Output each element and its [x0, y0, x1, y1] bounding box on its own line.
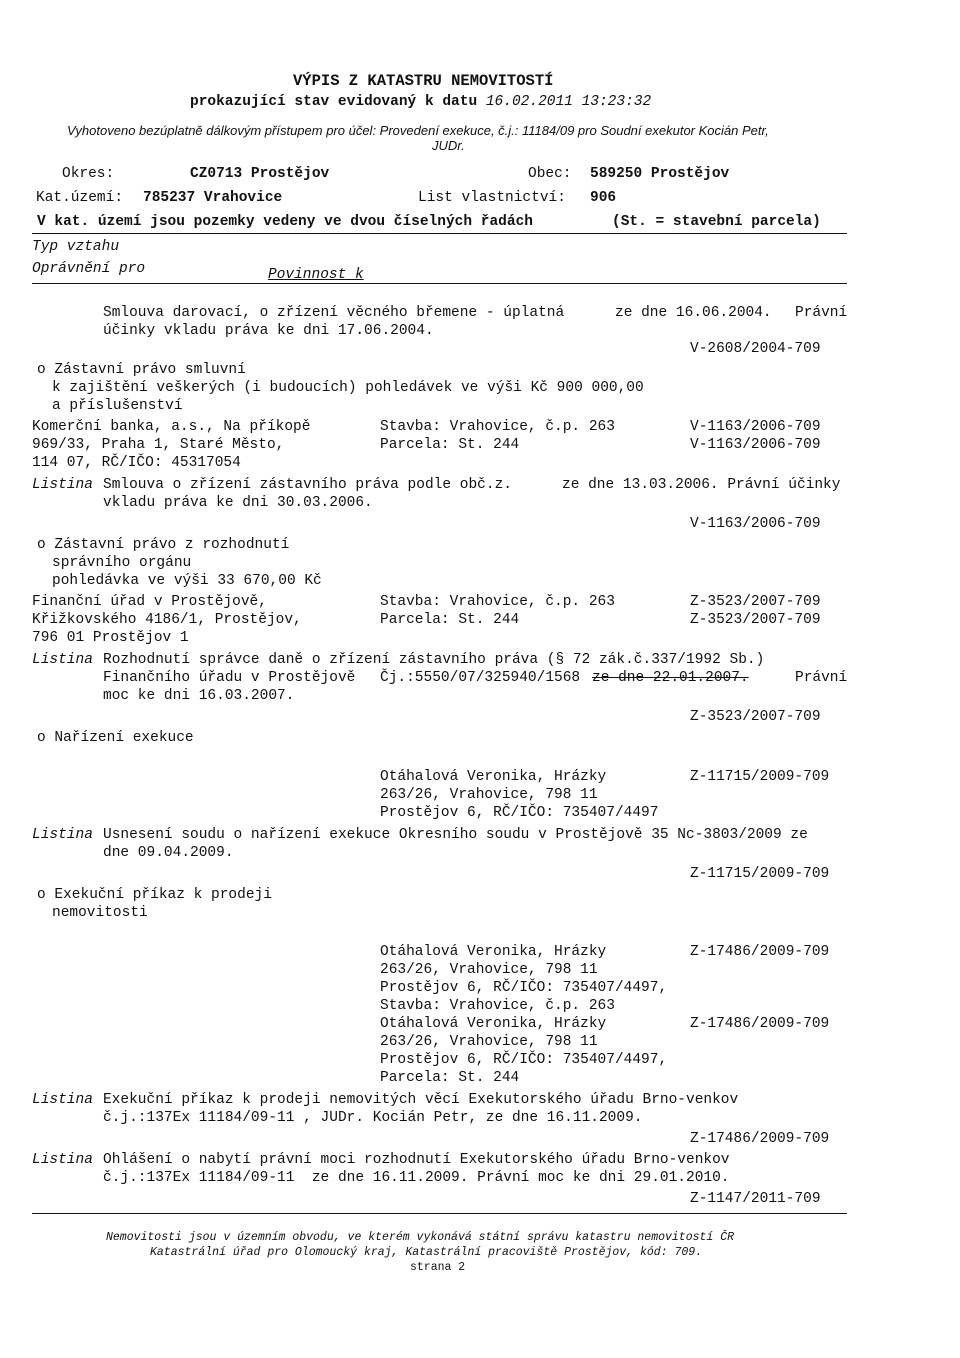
reference-number: V-1163/2006-709	[690, 437, 821, 453]
entry-holder: Komerční banka, a.s., Na příkopě	[32, 419, 311, 435]
smlouva-text: Smlouva darovací, o zřízení věcného břemene - úplatná	[103, 305, 565, 321]
entry-holder: 796 01 Prostějov 1	[32, 630, 189, 646]
entry-description: a příslušenství	[52, 398, 183, 414]
reference-number: Z-3523/2007-709	[690, 594, 821, 610]
entry-object: Parcela: St. 244	[380, 1070, 520, 1086]
entry-person: Otáhalová Veronika, Hrázky	[380, 944, 607, 960]
entry-person: Prostějov 6, RČ/IČO: 735407/4497,	[380, 980, 668, 996]
reference-number: Z-17486/2009-709	[690, 944, 830, 960]
entry-title: o Exekuční příkaz k prodeji	[37, 887, 272, 903]
lv-value: 906	[590, 190, 617, 206]
entry-holder: 969/33, Praha 1, Staré Město,	[32, 437, 285, 453]
reference-number: Z-11715/2009-709	[690, 866, 830, 882]
katuzemi-label: Kat.území:	[36, 190, 124, 206]
entry-person: 263/26, Vrahovice, 798 11	[380, 1034, 598, 1050]
entry-object: Parcela: St. 244	[380, 437, 520, 453]
reference-number: V-1163/2006-709	[690, 516, 821, 532]
listina-text: č.j.:137Ex 11184/09-11 ze dne 16.11.2009. Právní moc ke dni 29.01.2010.	[103, 1170, 730, 1186]
entry-object: Parcela: St. 244	[380, 612, 520, 628]
povinnost-heading: Povinnost k	[268, 267, 364, 283]
listina-text: Ohlášení o nabytí právní moci rozhodnutí Exekutorského úřadu Brno-venkov	[103, 1152, 730, 1168]
entry-description: pohledávka ve výši 33 670,00 Kč	[52, 573, 322, 589]
listina-label: Listina	[32, 827, 93, 843]
listina-text: Smlouva o zřízení zástavního práva podle obč.z.	[103, 477, 512, 493]
entry-person: Prostějov 6, RČ/IČO: 735407/4497	[380, 805, 659, 821]
series-note: V kat. území jsou pozemky vedeny ve dvou číselných řadách	[37, 214, 533, 230]
smlouva-pravni: Právní	[795, 305, 848, 321]
listina-text: Právní	[795, 670, 848, 686]
listina-text: Rozhodnutí správce daně o zřízení zástavního práva (§ 72 zák.č.337/1992 Sb.)	[103, 652, 765, 668]
entry-holder: 114 07, RČ/IČO: 45317054	[32, 455, 241, 471]
listina-text: dne 09.04.2009.	[103, 845, 234, 861]
page-number: strana 2	[410, 1261, 466, 1274]
entry-description: k zajištění veškerých (i budoucích) pohledávek ve výši Kč 900 000,00	[52, 380, 644, 396]
entry-person: 263/26, Vrahovice, 798 11	[380, 962, 598, 978]
listina-date: ze dne 13.03.2006. Právní účinky	[562, 477, 841, 493]
reference-number: Z-17486/2009-709	[690, 1016, 830, 1032]
entry-person: Otáhalová Veronika, Hrázky	[380, 1016, 607, 1032]
reference-number: V-2608/2004-709	[690, 341, 821, 357]
footer-line-2: Katastrální úřad pro Olomoucký kraj, Katastrální pracoviště Prostějov, kód: 709.	[150, 1246, 703, 1259]
divider-bottom	[32, 1213, 847, 1214]
entry-person: Otáhalová Veronika, Hrázky	[380, 769, 607, 785]
document-subtitle: prokazující stav evidovaný k datu 16.02.2011 13:23:32	[190, 94, 652, 110]
divider-header	[32, 283, 847, 284]
reference-number: Z-11715/2009-709	[690, 769, 830, 785]
listina-label: Listina	[32, 652, 93, 668]
obec-label: Obec:	[528, 166, 572, 182]
listina-label: Listina	[32, 477, 93, 493]
listina-text: moc ke dni 16.03.2007.	[103, 688, 295, 704]
lv-label: List vlastnictví:	[418, 190, 566, 206]
entry-holder: Finanční úřad v Prostějově,	[32, 594, 267, 610]
listina-text: č.j.:137Ex 11184/09-11 , JUDr. Kocián Petr, ze dne 16.11.2009.	[103, 1110, 643, 1126]
access-line-1: Vyhotoveno bezúplatně dálkovým přístupem pro účel: Provedení exekuce, č.j.: 11184/09 pro Soudní exekutor Kocián Petr,	[67, 123, 769, 138]
entry-person: Prostějov 6, RČ/IČO: 735407/4497,	[380, 1052, 668, 1068]
reference-number: Z-3523/2007-709	[690, 612, 821, 628]
entry-object: Stavba: Vrahovice, č.p. 263	[380, 998, 615, 1014]
typ-vztahu-heading: Typ vztahu	[32, 239, 120, 255]
entry-title: nemovitosti	[52, 905, 148, 921]
entry-person: 263/26, Vrahovice, 798 11	[380, 787, 598, 803]
smlouva-date: ze dne 16.06.2004.	[615, 305, 772, 321]
reference-number: Z-17486/2009-709	[690, 1131, 830, 1147]
access-line-2: JUDr.	[432, 138, 465, 153]
entry-object: Stavba: Vrahovice, č.p. 263	[380, 594, 615, 610]
listina-text: Exekuční příkaz k prodeji nemovitých věcí Exekutorského úřadu Brno-venkov	[103, 1092, 739, 1108]
footer-line-1: Nemovitosti jsou v územním obvodu, ve kterém vykonává státní správu katastru nemovitostí ČR	[106, 1231, 735, 1244]
reference-number: V-1163/2006-709	[690, 419, 821, 435]
okres-value: CZ0713 Prostějov	[190, 166, 330, 182]
entry-holder: Křižkovského 4186/1, Prostějov,	[32, 612, 302, 628]
smlouva-ucinky: účinky vkladu práva ke dni 17.06.2004.	[103, 323, 434, 339]
entry-title: o Zástavní právo smluvní	[37, 362, 246, 378]
entry-title: o Nařízení exekuce	[37, 730, 194, 746]
listina-label: Listina	[32, 1092, 93, 1108]
listina-text: vkladu práva ke dni 30.03.2006.	[103, 495, 373, 511]
series-note-legend: (St. = stavební parcela)	[612, 214, 821, 230]
listina-label: Listina	[32, 1152, 93, 1168]
reference-number: Z-3523/2007-709	[690, 709, 821, 725]
listina-text: Finančního úřadu v Prostějově	[103, 670, 356, 686]
entry-title: o Zástavní právo z rozhodnutí	[37, 537, 290, 553]
opravneni-heading: Oprávnění pro	[32, 261, 146, 277]
listina-reference: Čj.:5550/07/325940/1568	[380, 670, 581, 686]
reference-number: Z-1147/2011-709	[690, 1191, 821, 1207]
obec-value: 589250 Prostějov	[590, 166, 730, 182]
entry-title: správního orgánu	[52, 555, 192, 571]
listina-text: Usnesení soudu o nařízení exekuce Okresního soudu v Prostějově 35 Nc-3803/2009 ze	[103, 827, 808, 843]
okres-label: Okres:	[62, 166, 115, 182]
katuzemi-value: 785237 Vrahovice	[143, 190, 283, 206]
divider-top	[32, 233, 847, 234]
entry-object: Stavba: Vrahovice, č.p. 263	[380, 419, 615, 435]
listina-date: ze dne 22.01.2007.	[592, 670, 749, 686]
document-title: VÝPIS Z KATASTRU NEMOVITOSTÍ	[293, 72, 554, 90]
